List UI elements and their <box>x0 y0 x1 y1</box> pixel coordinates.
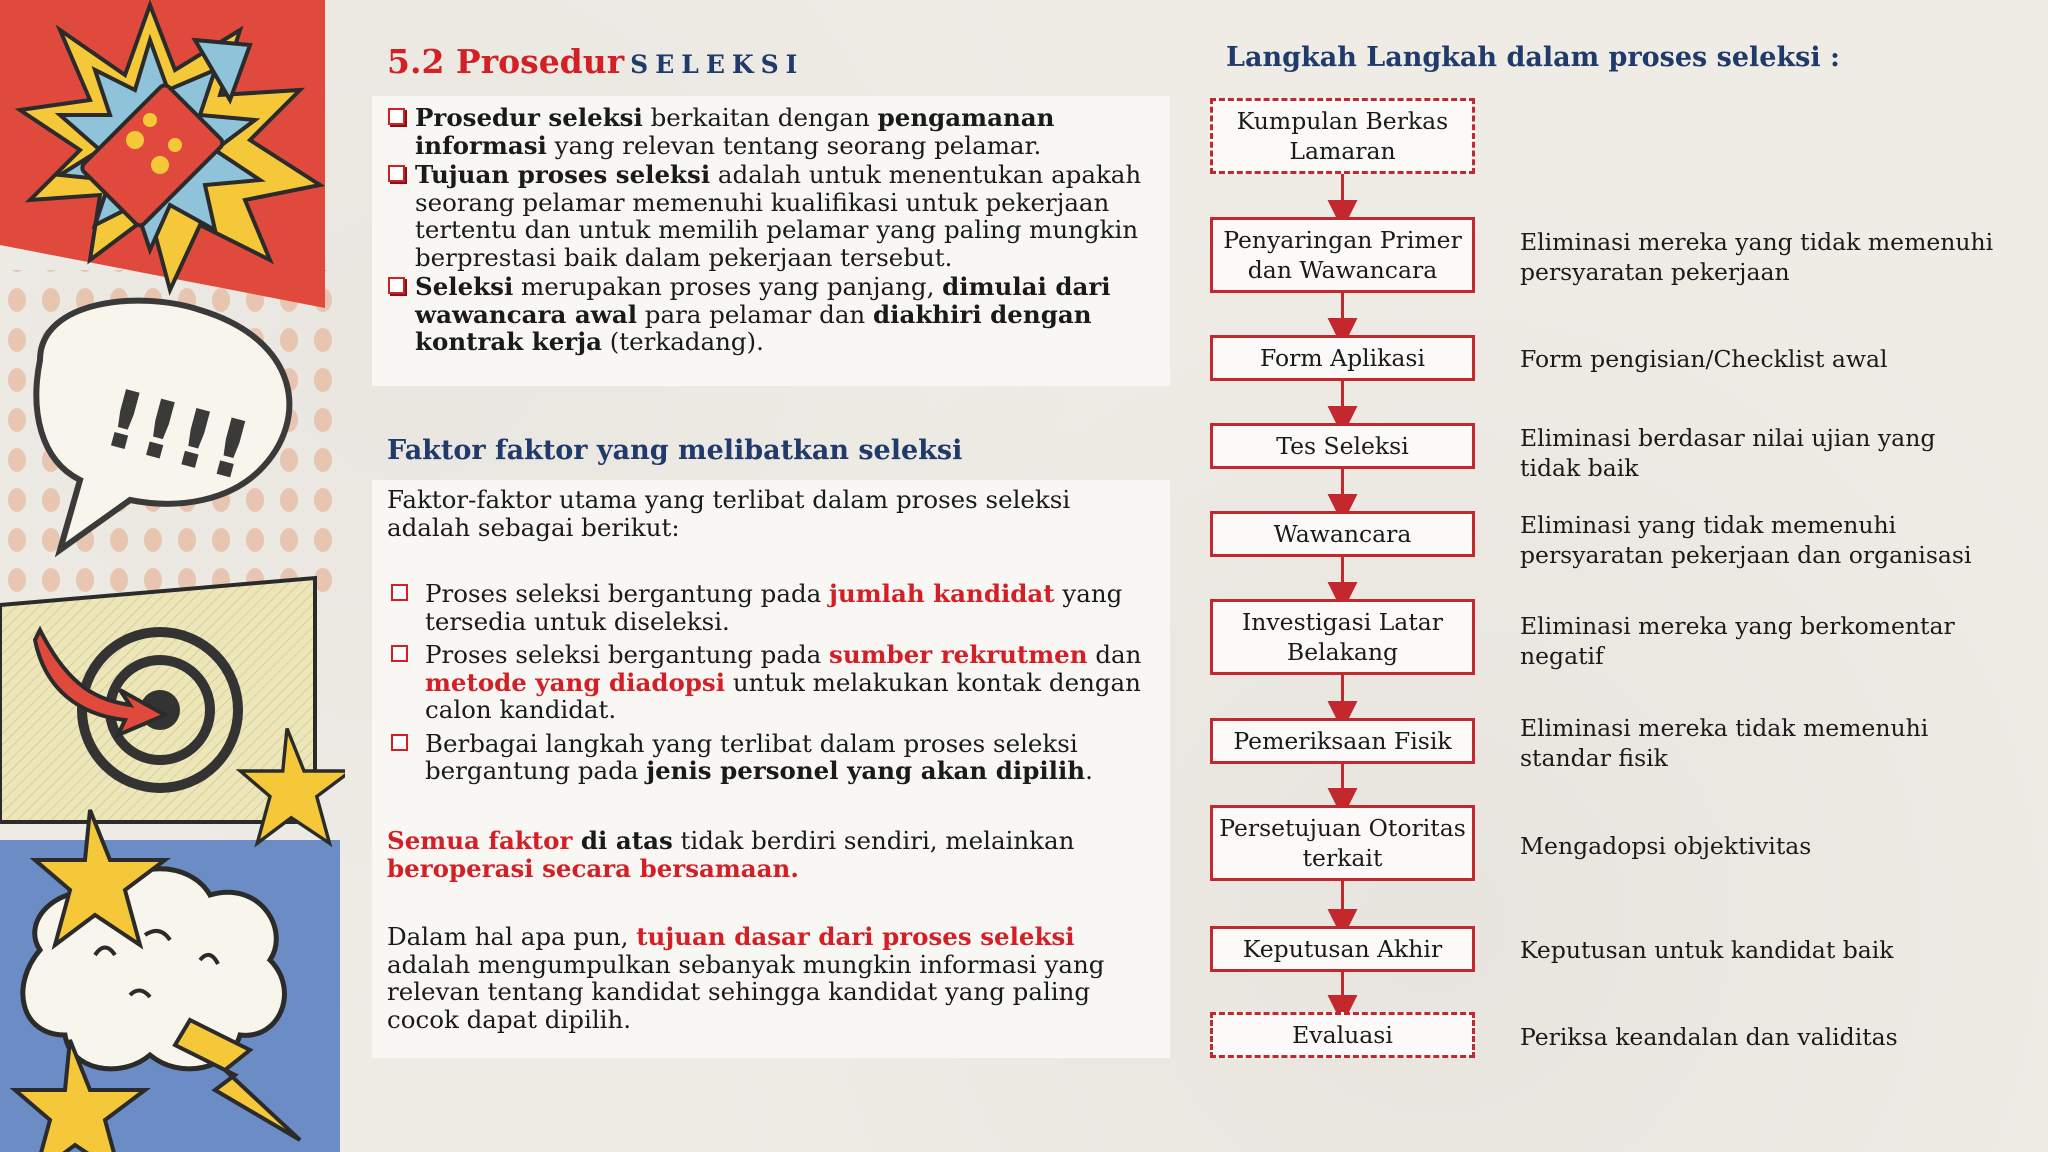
step-description: Eliminasi yang tidak memenuhi persyaratan pekerjaan dan organisasi <box>1520 511 1972 569</box>
step-box: Evaluasi <box>1210 1012 1475 1058</box>
step-description: Keputusan untuk kandidat baik <box>1520 936 1894 964</box>
step-box: Tes Seleksi <box>1210 423 1475 469</box>
list-item: Proses seleksi bergantung pada sumber rekrutmen dan metode yang diadopsi untuk melakukan kontak dengan calon kandidat. <box>425 641 1155 724</box>
factors-note: Semua faktor di atas tidak berdiri sendiri, melainkan beroperasi secara bersamaan. <box>387 826 1075 883</box>
step-description: Eliminasi mereka yang tidak memenuhi persyaratan pekerjaan <box>1520 228 1994 286</box>
step-description: Eliminasi mereka yang berkomentar negatif <box>1520 612 1955 670</box>
step-box: Pemeriksaan Fisik <box>1210 718 1475 764</box>
step-box: Keputusan Akhir <box>1210 926 1475 972</box>
list-item: Berbagai langkah yang terlibat dalam proses seleksi bergantung pada jenis personel yang akan dipilih. <box>425 730 1155 785</box>
step-box: Penyaringan Primer dan Wawancara <box>1210 217 1475 293</box>
title-main: 5.2 Prosedur <box>387 42 625 81</box>
list-item: Proses seleksi bergantung pada jumlah kandidat yang tersedia untuk diseleksi. <box>425 580 1155 635</box>
list-item: Seleksi merupakan proses yang panjang, dimulai dari wawancara awal para pelamar dan diakhiri dengan kontrak kerja (terkadang). <box>415 273 1160 356</box>
step-description: Mengadopsi objektivitas <box>1520 832 1812 860</box>
step-description: Form pengisian/Checklist awal <box>1520 345 1888 373</box>
step-box: Kumpulan Berkas Lamaran <box>1210 98 1475 174</box>
svg-text:!!!!: !!!! <box>95 371 261 499</box>
step-box: Form Aplikasi <box>1210 335 1475 381</box>
factors-intro: Faktor-faktor utama yang terlibat dalam proses seleksi adalah sebagai berikut: <box>387 485 1071 542</box>
step-description: Eliminasi mereka tidak memenuhi standar fisik <box>1520 714 1929 772</box>
list-item: Prosedur seleksi berkaitan dengan pengamanan informasi yang relevan tentang seorang pelamar. <box>415 104 1160 159</box>
step-description: Periksa keandalan dan validitas <box>1520 1023 1898 1051</box>
closing-paragraph: Dalam hal apa pun, tujuan dasar dari proses seleksi adalah mengumpulkan sebanyak mungkin informasi yang relevan tentang kandidat sehingga kandidat yang paling cocok dapat dipilih. <box>387 922 1105 1034</box>
list-item: Tujuan proses seleksi adalah untuk menentukan apakah seorang pelamar memenuhi kualifikasi untuk pekerjaan tertentu dan untuk memilih pelamar yang paling mungkin berprestasi baik dalam pekerjaan tersebut. <box>415 161 1160 271</box>
step-description: Eliminasi berdasar nilai ujian yang tidak baik <box>1520 424 1936 482</box>
step-box: Investigasi Latar Belakang <box>1210 599 1475 675</box>
factors-heading: Faktor faktor yang melibatkan seleksi <box>387 435 963 466</box>
step-box: Wawancara <box>1210 511 1475 557</box>
title-sub: SELEKSI <box>630 50 805 79</box>
step-box: Persetujuan Otoritas terkait <box>1210 805 1475 881</box>
steps-title: Langkah Langkah dalam proses seleksi : <box>1226 42 1840 73</box>
